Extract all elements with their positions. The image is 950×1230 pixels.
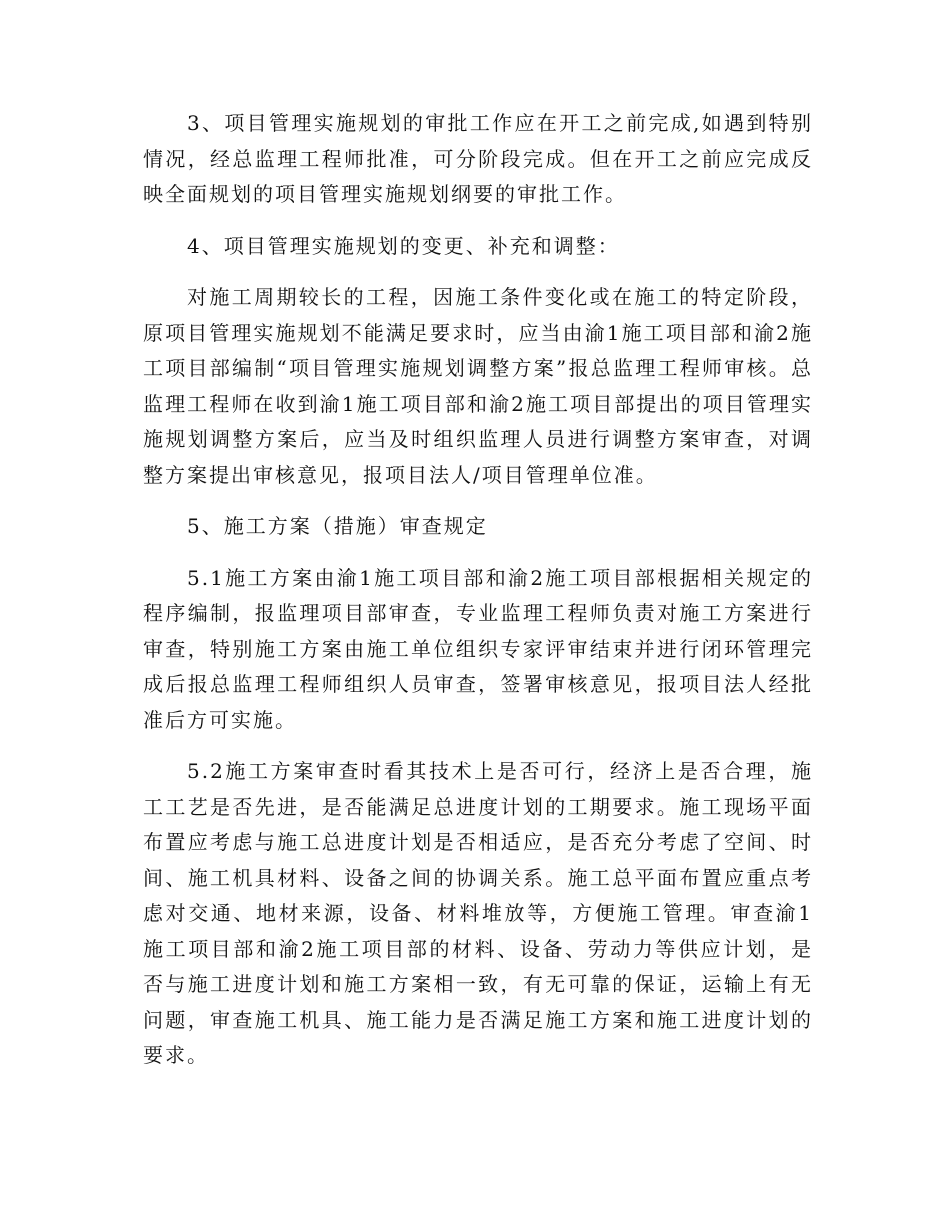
paragraph-5-2: 5.2施工方案审查时看其技术上是否可行，经济上是否合理，施工工艺是否先进，是否能满足总进度计划的工期要求。施工现场平面布置应考虑与施工总进度计划是否相适应，是否充分考虑了空间、时间、施工机具材料、设备之间的协调关系。施工总平面布置应重点考虑对交通、地材来源，设备、材料堆放等，方便施工管理。审查渝1施工项目部和渝2施工项目部的材料、设备、劳动力等供应计划，是否与施工进度计划和施工方案相一致，有无可靠的保证，运输上有无问题，审查施工机具、施工能力是否满足施工方案和施工进度计划的要求。 — [143, 759, 813, 1067]
paragraph-5-1: 5.1施工方案由渝1施工项目部和渝2施工项目部根据相关规定的程序编制，报监理项目部审查，专业监理工程师负责对施工方案进行审查，特别施工方案由施工单位组织专家评审结束并进行闭环管理完成后报总监理工程师组织人员审查，签署审核意见，报项目法人经批准后方可实施。 — [143, 565, 813, 732]
heading-plan-changes: 4、项目管理实施规划的变更、补充和调整： — [187, 233, 620, 258]
paragraph-approval: 3、项目管理实施规划的审批工作应在开工之前完成,如遇到特别情况，经总监理工程师批准，可分阶段完成。但在开工之前应完成反映全面规划的项目管理实施规划纲要的审批工作。 — [143, 111, 813, 206]
heading-construction-scheme-review: 5、施工方案（措施）审查规定 — [187, 514, 488, 538]
document-body — [143, 106, 813, 1090]
paragraph-plan-adjustment: 对施工周期较长的工程，因施工条件变化或在施工的特定阶段，原项目管理实施规划不能满足要求时，应当由渝1施工项目部和渝2施工项目部编制“项目管理实施规划调整方案”报总监理工程师审核。总监理工程师在收到渝1施工项目部和渝2施工项目部提出的项目管理实施规划调整方案后，应当及时组织监理人员进行调整方案审查，对调整方案提出审核意见，报项目法人/项目管理单位准。 — [143, 285, 813, 487]
